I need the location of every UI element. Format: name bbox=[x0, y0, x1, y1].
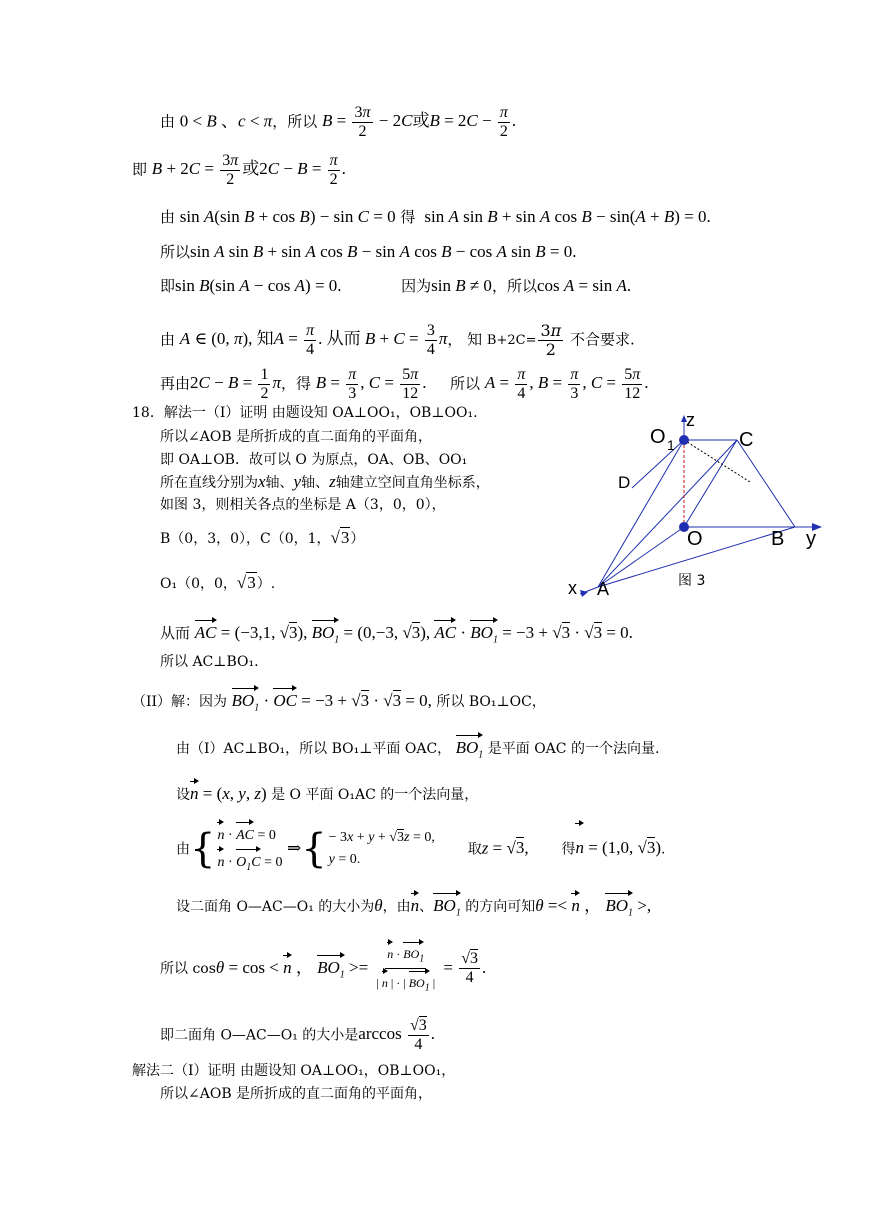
p18-line-14 bbox=[176, 891, 651, 923]
p18-line-9: 所以 AC⊥BO₁. bbox=[160, 654, 259, 670]
p18-line-12 bbox=[176, 779, 478, 805]
math-6: sin A sin B + sin A cos B − sin A cos B − cos A sin B = 0. bbox=[190, 242, 577, 261]
text-buhe: 不合要求. bbox=[569, 330, 635, 349]
p18-line-7 bbox=[160, 573, 275, 594]
text-you2: 由 bbox=[160, 208, 176, 226]
axis-y: y bbox=[293, 472, 302, 491]
p18-line-6 bbox=[160, 528, 364, 549]
text-zhi: 知 bbox=[467, 330, 483, 349]
vec-BO1b: $BO_1$ bbox=[433, 891, 461, 923]
label-O: O bbox=[687, 528, 703, 550]
text-ji: 即 bbox=[132, 160, 148, 179]
math-dot2: $BO_1$ · OC = −3 + √3 · √3 = 0, bbox=[232, 691, 432, 710]
text-faxiang: 是平面 OAC 的一个法向量. bbox=[487, 741, 660, 757]
math-8: sin B ≠ 0 bbox=[431, 276, 492, 295]
implies: ⇒ bbox=[286, 838, 302, 858]
text-you4: 由（I）AC⊥BO₁，所以 BO₁⊥平面 OAC， bbox=[176, 741, 452, 757]
system-2: − 3x + y + √3z = 0, y = 0. bbox=[328, 830, 435, 868]
math-9: cos A = sin A. bbox=[536, 276, 632, 295]
math-cos: θ = cos < n ， $BO_1$ >= $\frac{n \cdot BO_1}{| n | \cdot | BO_1 |}$ = $\frac{√3}{4}$ . bbox=[216, 958, 486, 977]
edge-AC bbox=[598, 440, 737, 587]
math-arccos: arccos $\frac{√3}{4}$ . bbox=[358, 1017, 435, 1053]
edge-AO bbox=[598, 527, 684, 587]
text-fangxiang: 的方向可知 bbox=[465, 899, 536, 915]
text-coordO1: O₁（0，0， bbox=[160, 576, 237, 592]
text-ji3: 即二面角 O—AC—O₁ 的大小是 bbox=[160, 1027, 359, 1044]
text-you6: ，由 bbox=[382, 899, 411, 915]
text-qu: 取 bbox=[467, 841, 482, 858]
text-dun: 、 bbox=[419, 899, 434, 915]
math-3: B + 2C = $\frac{3\pi}{2}$ 或2C − B = $\frac{\pi}{2}$ . bbox=[151, 152, 346, 188]
text-you3: 由 bbox=[160, 330, 176, 349]
p18-line-3: 即 OA⊥OB．故可以 O 为原点，OA、OB、OO₁ bbox=[160, 452, 468, 468]
math-vec-eq: AC = (−3,1, √3), $BO_1 = (0,-3$, √3), AC · $BO_1 = -3 + √3 \cdot √3 = 0$. bbox=[195, 623, 633, 642]
math-5: sin A sin B + sin A cos B − sin(A + B) = 0. bbox=[420, 207, 711, 226]
line-5 bbox=[160, 276, 631, 296]
label-O1-sub: 1 bbox=[667, 437, 675, 453]
p18-line-13: 由{ n · AC = 0 $n \cdot O_1C = 0$ ⇒{ − 3x + y + √3z = 0, y = 0. 取z = √3, 得n = (1,0, √3). bbox=[176, 820, 665, 879]
p18-line-10 bbox=[132, 686, 546, 718]
math-z: z = √3, bbox=[481, 838, 529, 858]
text-suozai: 所在直线分别为 bbox=[160, 475, 258, 491]
line-2 bbox=[132, 152, 346, 189]
text-suoyi3: ，所以 bbox=[491, 277, 537, 295]
vec-BO1: $BO_1$ bbox=[456, 733, 484, 765]
text-de2: ，得 bbox=[280, 374, 311, 393]
math-theta: θ =< n ， $BO_1$ >, bbox=[535, 896, 651, 915]
math-4: sin A(sin B + cos B) − sin C = 0 bbox=[179, 207, 396, 226]
brace-1: { bbox=[190, 826, 216, 873]
text-suoyicos: 所以 cos bbox=[160, 960, 216, 977]
text-suoyi2: 所以 bbox=[160, 243, 191, 261]
math-nval: n = (1,0, √3) bbox=[575, 838, 661, 857]
math-14: A = $\frac{\pi}{4}$ , B = $\frac{\pi}{3}$ , C = $\frac{5\pi}{12}$ . bbox=[484, 366, 649, 402]
p18-line-17: 解法二（I）证明 由题设知 OA⊥OO₁，OB⊥OO₁， bbox=[132, 1063, 456, 1079]
text-suoyi4: 所以 bbox=[450, 374, 481, 393]
math-n: n = (x, y, z) bbox=[190, 784, 267, 803]
text-suoyi5: 所以 BO₁⊥OC， bbox=[436, 694, 546, 710]
math-10: A ∈ (0, π), 知A = $\frac{\pi}{4}$ . 从而 B + C = $\frac{3}{4}$ π bbox=[179, 322, 448, 358]
axis-x: x bbox=[258, 472, 266, 491]
theta: θ bbox=[374, 896, 383, 915]
text-suoyi: ，所以 bbox=[272, 112, 318, 131]
line-7 bbox=[160, 366, 649, 403]
text-zhou1: 轴、 bbox=[265, 475, 294, 491]
edge-CB bbox=[737, 440, 795, 527]
figure-caption: 图 3 bbox=[678, 573, 706, 589]
text-ji2: 即 bbox=[160, 277, 176, 295]
line-6: 由 A ∈ (0, π), 知A = $\frac{\pi}{4}$ . 从而 B + C = $\frac{3}{4}$ π， 知 B+2C= $\frac{3\pi}{2}$ 不合要求. bbox=[160, 321, 635, 360]
text-coordBC: B（0，3，0），C（0，1， bbox=[160, 531, 331, 547]
line-3 bbox=[160, 207, 711, 227]
line-1 bbox=[160, 104, 516, 141]
label-z: z bbox=[686, 412, 695, 430]
label-B: B bbox=[771, 528, 785, 550]
p18-line-1: 18．解法一（I）证明 由题设知 OA⊥OO₁，OB⊥OO₁. bbox=[132, 405, 478, 421]
edge-OC bbox=[684, 440, 737, 527]
p18-line-8 bbox=[160, 618, 633, 650]
text-zhou3: 轴建立空间直角坐标系， bbox=[335, 475, 490, 491]
p18-line-4 bbox=[160, 472, 490, 493]
math-7: sin B(sin A − cos A) = 0. bbox=[175, 276, 342, 295]
sqrt-3a: √3 bbox=[330, 528, 350, 547]
p18-line-15 bbox=[160, 940, 486, 998]
label-D: D bbox=[618, 473, 631, 492]
label-C: C bbox=[739, 429, 754, 451]
p18-line-18: 所以∠AOB 是所折成的直二面角的平面角， bbox=[160, 1086, 433, 1102]
p18-line-2: 所以∠AOB 是所折成的直二面角的平面角， bbox=[160, 429, 433, 445]
brace-2: { bbox=[301, 826, 327, 873]
text-yinwei: 因为 bbox=[401, 277, 432, 295]
text-de: 得 bbox=[400, 208, 416, 226]
math-1: 0 < B 、c < π bbox=[179, 111, 273, 131]
line-4 bbox=[160, 242, 576, 262]
text-de3: 得 bbox=[561, 841, 576, 858]
label-A: A bbox=[597, 579, 610, 599]
text-zhou2: 轴、 bbox=[301, 475, 330, 491]
text-she2: 设二面角 O—AC—O₁ 的大小为 bbox=[176, 899, 375, 915]
text-faxiang2: 是 O 平面 O₁AC 的一个法向量， bbox=[271, 787, 479, 803]
text-congerh: 从而 bbox=[160, 624, 191, 642]
vec-n: n bbox=[411, 891, 420, 916]
p18-line-5: 如图 3，则相关各点的坐标是 A（3，0，0）， bbox=[160, 497, 446, 513]
system-1: n · AC = 0 $n \cdot O_1C = 0$ bbox=[217, 820, 282, 879]
text-you5: 由 bbox=[176, 841, 190, 858]
sqrt-3b: √3 bbox=[236, 573, 256, 592]
text-close1: ） bbox=[350, 531, 365, 547]
point-O1 bbox=[679, 435, 689, 445]
label-O1: O bbox=[650, 426, 666, 448]
text-yinwei2: （II）解：因为 bbox=[132, 694, 228, 710]
p18-line-11 bbox=[176, 733, 659, 765]
axis-z: z bbox=[329, 472, 336, 491]
math-12: 2C − B = $\frac{1}{2}$ π bbox=[190, 366, 281, 402]
math-2: B = $\frac{3\pi}{2}$ − 2C或B = 2C − $\frac{\pi}{2}$ . bbox=[322, 104, 517, 140]
text-she: 设 bbox=[176, 787, 190, 803]
math-11: B+2C= $\frac{3\pi}{2}$ bbox=[486, 321, 562, 360]
text-you: 由 bbox=[160, 112, 176, 131]
label-y: y bbox=[806, 528, 816, 550]
figure-3 bbox=[560, 412, 860, 602]
label-x: x bbox=[568, 578, 577, 598]
p18-line-16 bbox=[160, 1017, 435, 1054]
text-zaiyou: 再由 bbox=[160, 374, 191, 393]
math-13: B = $\frac{\pi}{3}$ , C = $\frac{5\pi}{12}$ . bbox=[315, 366, 427, 402]
text-close2: ）. bbox=[256, 576, 276, 592]
